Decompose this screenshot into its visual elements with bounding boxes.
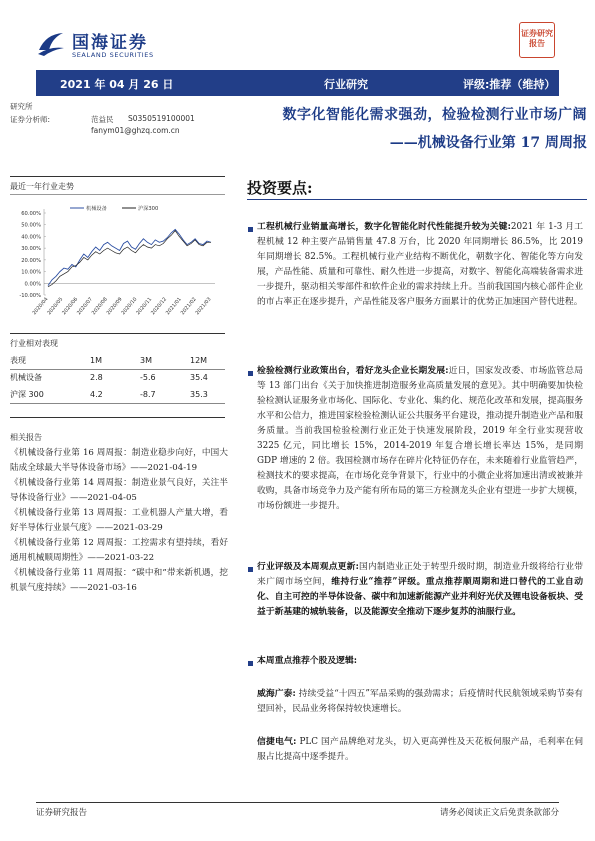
report-title: 数字化智能化需求强劲，检验检测行业市场广阔	[282, 107, 587, 123]
y-tick-label: 0.00%	[24, 281, 41, 288]
related-report-item[interactable]: 《机械设备行业第 14 周周报：制造业景气良好，关注半导体设备行业》——2021-04-05	[10, 478, 228, 503]
x-tick-label: 2021/02	[179, 296, 198, 317]
key-point-2-text: 近日，国家发改委、市场监管总局等 13 部门出台《关于加快推进制造服务业高质量发展的意见》。其中明确要加快检验检测认证服务业市场化、国际化、专业化、集约化、规范化改革和发展，提高服务水平和公信力，推进国家检验检测认证公共服务平台建设，推动提升制造业产品和服务质量。当前我国检验检测行业正处于快速发展阶段，2019 年全行业实现营收 3225 亿元，同比增长 15%，2014-2019 年复合增长增长率达 15%，是同期 GDP 增速的 2 倍。我国检测市场存在碎片化特征仍存在，未来随着行业监管趋严，检测技术的要求提高，在市场化竞争背景下，行业中的小微企业将加速出清或被兼并收购，具备市场竞争力及产能有所布局的第三方检测龙头企业有望进一步扩大规模，市场份额进一步提升。	[257, 366, 583, 511]
report-subtitle: ——机械设备行业第 17 周周报	[389, 135, 587, 151]
key-point-2	[257, 364, 583, 514]
related-title: 相关报告	[10, 433, 42, 442]
y-tick-label: -10.00%	[19, 293, 41, 299]
stock-pick-2	[257, 735, 583, 765]
analyst-email[interactable]: fanym01@ghzq.com.cn	[91, 126, 180, 135]
legend-label: 机械设备	[86, 206, 107, 212]
stock-pick-1	[257, 687, 583, 717]
series-line-0	[48, 229, 211, 285]
bullet-icon	[248, 661, 253, 666]
perf-header-cell: 3M	[140, 352, 190, 369]
stock-pick-2-text: PLC 国产品牌绝对龙头，切入更高弹性及天花板伺服产品，毛利率在伺服占比提高中逐季提升。	[257, 737, 583, 762]
key-point-4	[257, 654, 583, 669]
related-report-item[interactable]: 《机械设备行业第 16 周周报：制造业稳步向好，中国大陆成全球最大半导体设备市场》——2021-04-19	[10, 448, 228, 473]
perf-header-row	[10, 352, 225, 369]
key-point-1	[257, 220, 583, 310]
key-point-2-lead: 检验检测行业政策出台，看好龙头企业长期发展:	[257, 366, 449, 376]
logo-cn-text: 国海证券	[72, 33, 148, 53]
analyst-name: 范益民	[91, 115, 114, 124]
key-point-3-lead: 行业评级及本周观点更新:	[257, 562, 359, 572]
key-points-title: 投资要点:	[247, 179, 313, 197]
perf-header-cell: 12M	[190, 352, 225, 369]
table-row	[10, 369, 225, 386]
perf-table	[10, 352, 225, 404]
perf-cell: 4.2	[90, 386, 140, 403]
related-top-rule	[10, 417, 225, 418]
logo-mark-icon	[36, 28, 66, 58]
bullet-icon	[248, 227, 253, 232]
y-tick-label: 10.00%	[21, 269, 41, 276]
x-tick-label: 2020/07	[76, 296, 94, 317]
x-tick-label: 2020/08	[90, 296, 109, 317]
perf-header-cell: 表现	[10, 352, 90, 369]
y-tick-label: 40.00%	[21, 234, 41, 241]
chart-sub-rule	[10, 194, 225, 195]
table-row	[10, 386, 225, 403]
key-point-1-lead: 工程机械行业销量高增长，数字化智能化时代性能提升较为关键:	[257, 222, 511, 232]
series-line-1	[48, 231, 211, 287]
related-reports-list	[10, 446, 228, 596]
report-type: 行业研究	[324, 78, 368, 91]
logo-en-text: SEALAND SECURITIES	[72, 51, 154, 59]
perf-cell: -5.6	[140, 373, 156, 383]
y-tick-label: 20.00%	[21, 257, 41, 264]
perf-cell: 沪深 300	[10, 386, 90, 403]
perf-cell: -8.7	[140, 386, 190, 403]
footer-left: 证券研究报告	[36, 808, 88, 818]
y-tick-label: 60.00%	[21, 211, 41, 217]
x-tick-label: 2020/09	[105, 296, 124, 317]
perf-header-cell: 1M	[90, 352, 140, 369]
report-date: 2021 年 04 月 26 日	[60, 78, 174, 91]
rating-label: 评级:推荐（维持）	[463, 78, 556, 91]
perf-title: 行业相对表现	[10, 339, 58, 348]
analyst-role: 证券分析师:	[10, 115, 51, 124]
stock-pick-1-name: 威海广泰:	[257, 689, 296, 699]
related-report-item[interactable]: 《机械设备行业第 13 周周报：工业机器人产量大增，看好半导体行业景气度》——2021-03-29	[10, 508, 228, 533]
legend-label: 沪深300	[138, 206, 159, 212]
key-point-3-text: 国内制造业正处于转型升级时期，制造业升级将给行业带来广阔市场空间，	[257, 562, 583, 587]
header-band	[36, 70, 559, 96]
x-tick-label: 2020/04	[31, 296, 50, 317]
research-seal: 证券研究报告	[519, 22, 555, 58]
key-point-4-lead: 本周重点推荐个股及逻辑:	[257, 656, 358, 666]
x-tick-label: 2020/12	[150, 296, 169, 317]
chart-top-rule	[10, 176, 225, 177]
y-tick-label: 30.00%	[21, 246, 41, 253]
analyst-license: S0350519100001	[128, 114, 195, 123]
company-logo	[36, 26, 206, 64]
stock-pick-1-text: 持续受益“十四五”军品采购的强劲需求；后疫情时代民航领域采购节奏有望回补，民品业务将保持较快速增长。	[257, 689, 584, 714]
y-tick-label: 50.00%	[21, 222, 41, 229]
dept-label: 研究所	[10, 102, 33, 111]
chart-section-title: 最近一年行业走势	[10, 182, 74, 191]
bullet-icon	[248, 567, 253, 572]
industry-trend-chart	[10, 197, 225, 327]
key-points-rule	[247, 199, 587, 200]
perf-cell: 2.8	[90, 373, 103, 383]
key-point-3-emphasis: 维持行业“推荐”评级。重点推荐顺周期和进口替代的工业自动化、自主可控的半导体设备、碳中和加速新能源产业并利好光伏及锂电设备板块、受益于新基建的城轨装备，以及能源安全推动下逐步复苏的油服行业。	[257, 577, 583, 617]
related-report-item[interactable]: 《机械设备行业第 11 周周报：“碳中和”带来新机遇，挖机景气度持续》——2021-03-16	[10, 568, 228, 593]
footer-rule	[36, 802, 559, 803]
x-tick-label: 2020/10	[120, 296, 139, 317]
x-tick-label: 2020/05	[46, 296, 65, 317]
x-tick-label: 2021/03	[194, 296, 213, 317]
perf-cell: 35.3	[190, 386, 225, 403]
perf-cell: 机械设备	[10, 373, 42, 383]
x-tick-label: 2021/01	[164, 296, 183, 317]
bullet-icon	[248, 371, 253, 376]
footer-right: 请务必阅读正文后免责条款部分	[439, 808, 559, 818]
perf-cell: 35.4	[190, 373, 208, 383]
x-tick-label: 2020/11	[135, 296, 154, 317]
related-report-item[interactable]: 《机械设备行业第 12 周周报：工控需求有望持续，看好通用机械顺周期性》——2021-03-22	[10, 538, 228, 563]
key-point-1-text: 2021 年 1-3 月工程机械 12 种主要产品销售量 47.8 万台，比 2020 年同期增长 86.5%，比 2019 年同期增长 82.5%。工程机械行业产业结构不断优化，朝数字化、智能化等方向发展，产品性能、质量和可靠性、耐久性进一步提高，对数字、智能化高端装备需求进一步提升，驱动相关零部件和软件企业的需求持续上升。当前我国国内核心部件企业的市占率正在逐步提升，产品性能及客户服务方面累计的优势正加速国产替代进程。	[257, 222, 583, 307]
perf-top-rule	[10, 333, 225, 334]
key-point-3	[257, 560, 583, 620]
stock-pick-2-name: 信捷电气:	[257, 737, 297, 747]
x-tick-label: 2020/06	[61, 296, 80, 317]
